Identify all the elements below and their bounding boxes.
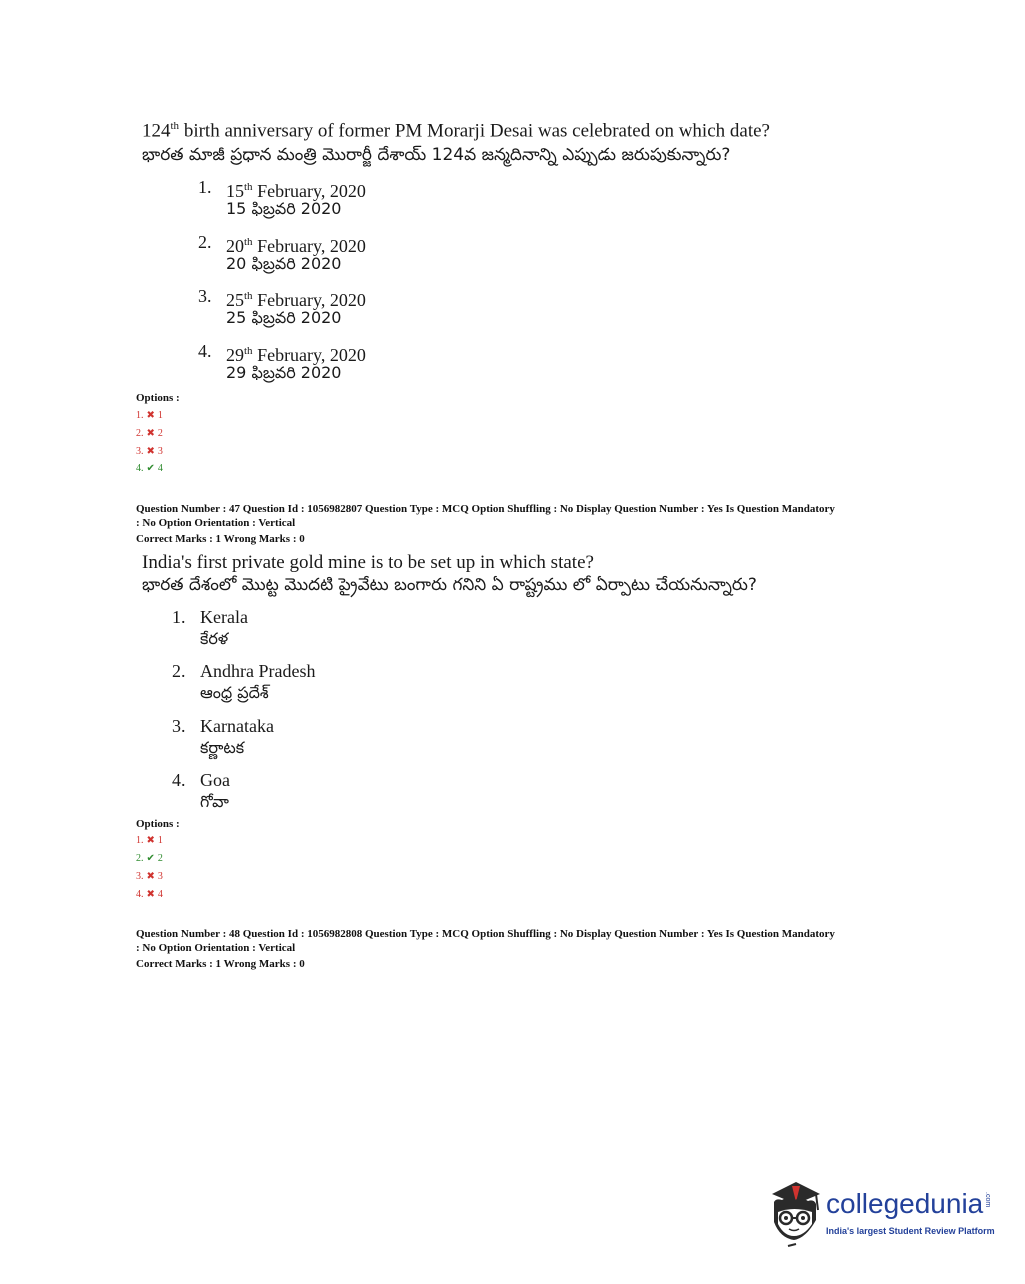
logo-domain: .com <box>984 1192 991 1208</box>
collegedunia-logo <box>766 1180 996 1250</box>
q2-options-label: Options : <box>136 818 180 830</box>
option-number: 1. <box>172 607 186 627</box>
cross-icon: ✖ <box>146 889 155 900</box>
q1-answer-2: 2. ✖ 2 <box>136 428 163 439</box>
meta-line-1: Question Number : 47 Question Id : 1056982807 Question Type : MCQ Option Shuffling : No Display Question Number : Yes Is Question Mandatory <box>136 503 835 515</box>
cross-icon: ✖ <box>146 446 155 457</box>
question-1-english: 124th birth anniversary of former PM Morarji Desai was celebrated on which date? <box>142 120 770 142</box>
q2-answer-2: 2. ✔ 2 <box>136 853 163 864</box>
option-text: 15th February, 2020 <box>226 181 366 201</box>
q1-answer-1: 1. ✖ 1 <box>136 410 163 421</box>
meta-line-3: Correct Marks : 1 Wrong Marks : 0 <box>136 958 305 970</box>
q2-answer-4: 4. ✖ 4 <box>136 889 163 900</box>
option-text: Karnataka <box>200 716 274 736</box>
option-telugu: 29 ఫిబ్రవరి 2020 <box>226 363 342 382</box>
option-number: 3. <box>198 286 212 306</box>
meta-line-2: : No Option Orientation : Vertical <box>136 942 296 954</box>
q1-options-label: Options : <box>136 392 180 404</box>
cross-icon: ✖ <box>146 410 155 421</box>
mascot-icon <box>766 1180 824 1250</box>
cross-icon: ✖ <box>146 871 155 882</box>
question-1-telugu: భారత మాజీ ప్రధాన మంత్రి మొరార్జీ దేశాయ్ 124వ జన్మదినాన్ని ఎప్పుడు జరుపుకున్నారు? <box>142 145 731 165</box>
option-text: 25th February, 2020 <box>226 290 366 310</box>
option-number: 2. <box>198 232 212 252</box>
question-48-meta <box>136 927 916 971</box>
option-telugu: ఆంధ్ర ప్రదేశ్ <box>200 683 269 702</box>
option-telugu: 15 ఫిబ్రవరి 2020 <box>226 199 342 218</box>
check-icon: ✔ <box>146 463 155 474</box>
meta-line-2: : No Option Orientation : Vertical <box>136 517 296 529</box>
meta-line-3: Correct Marks : 1 Wrong Marks : 0 <box>136 533 305 545</box>
q2-answer-3: 3. ✖ 3 <box>136 871 163 882</box>
option-number: 4. <box>172 770 186 790</box>
q1-answer-4: 4. ✔ 4 <box>136 463 163 474</box>
option-telugu: 25 ఫిబ్రవరి 2020 <box>226 308 342 327</box>
logo-wordmark: collegedunia <box>826 1188 984 1219</box>
q2-answer-1: 1. ✖ 1 <box>136 835 163 846</box>
option-number: 3. <box>172 716 186 736</box>
question-2-telugu: భారత దేశంలో మొట్ట మొదటి ప్రైవేటు బంగారు గనిని ఏ రాష్ట్రము లో ఏర్పాటు చేయనున్నారు? <box>142 575 757 595</box>
meta-line-1: Question Number : 48 Question Id : 1056982808 Question Type : MCQ Option Shuffling : No Display Question Number : Yes Is Question Mandatory <box>136 928 835 940</box>
q1-answer-3: 3. ✖ 3 <box>136 446 163 457</box>
option-text: 29th February, 2020 <box>226 345 366 365</box>
cross-icon: ✖ <box>146 428 155 439</box>
option-text: Goa <box>200 770 230 790</box>
option-telugu: కర్ణాటక <box>200 738 245 757</box>
cross-icon: ✖ <box>146 835 155 846</box>
option-telugu: గోవా <box>200 792 229 811</box>
question-2-english: India's first private gold mine is to be set up in which state? <box>142 552 594 573</box>
logo-tagline: India's largest Student Review Platform <box>826 1226 995 1236</box>
option-telugu: 20 ఫిబ్రవరి 2020 <box>226 254 342 273</box>
option-number: 4. <box>198 341 212 361</box>
check-icon: ✔ <box>146 853 155 864</box>
option-number: 2. <box>172 661 186 681</box>
option-text: Kerala <box>200 607 248 627</box>
option-telugu: కేరళ <box>200 629 229 648</box>
question-47-meta <box>136 502 916 546</box>
option-text: 20th February, 2020 <box>226 236 366 256</box>
option-text: Andhra Pradesh <box>200 661 316 681</box>
option-number: 1. <box>198 177 212 197</box>
